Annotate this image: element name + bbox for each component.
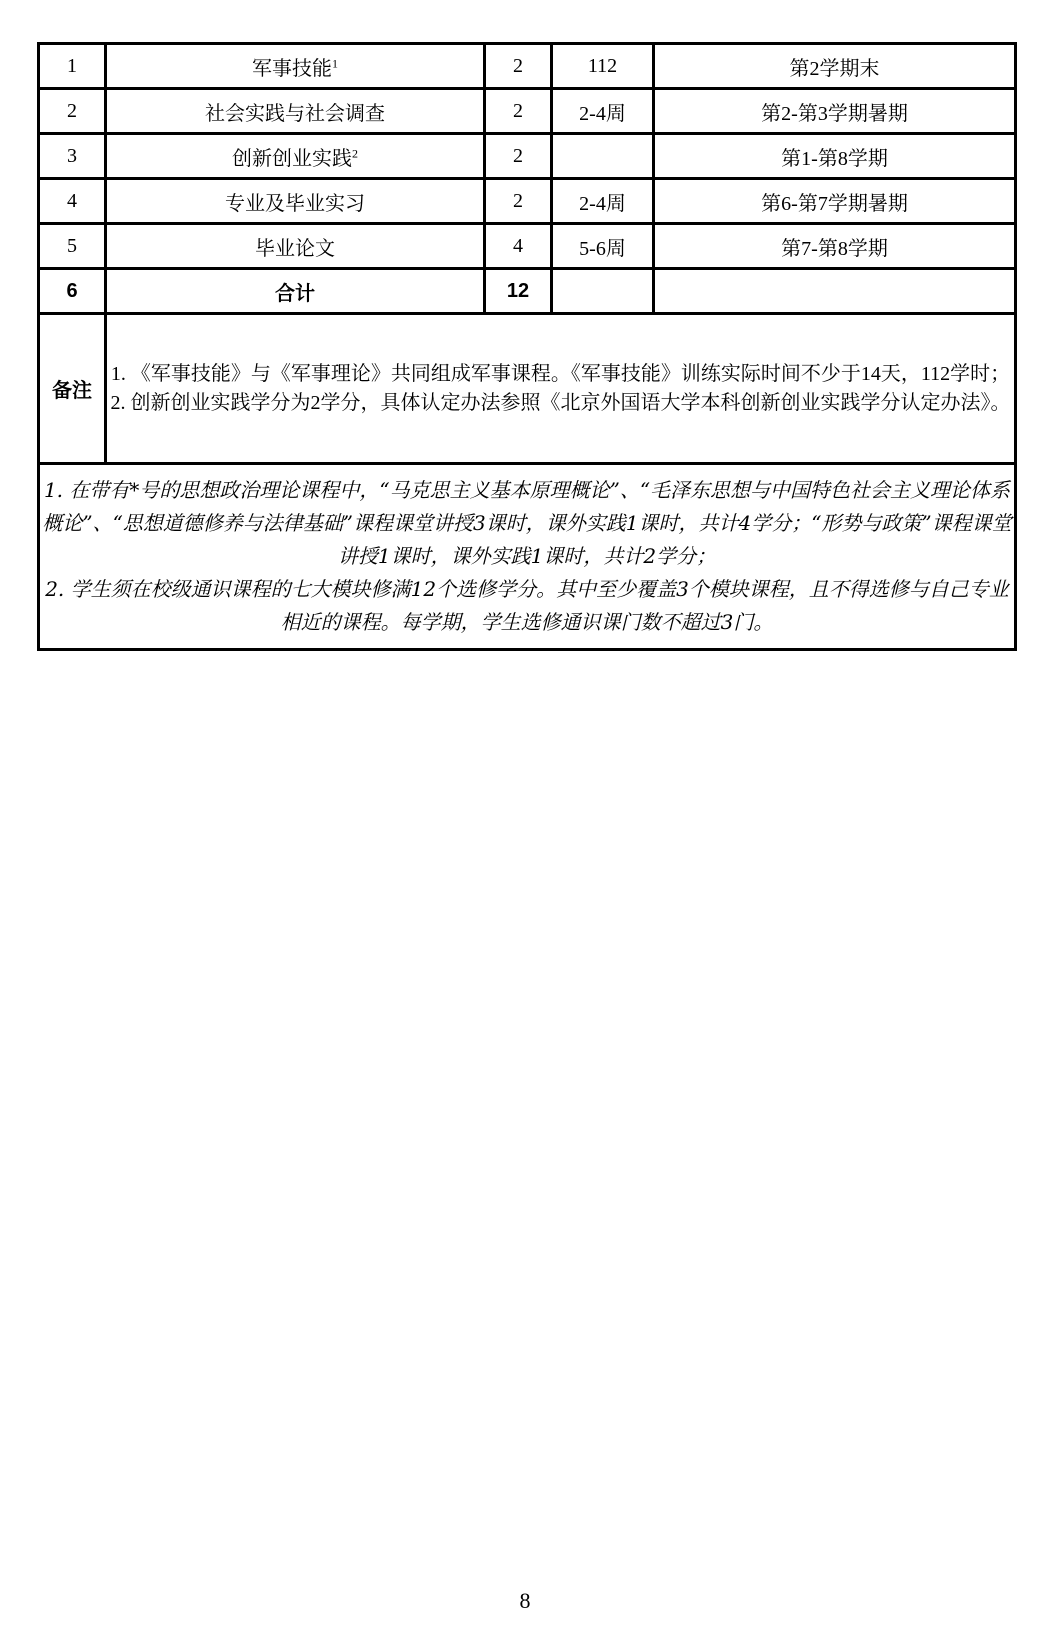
duration-cell	[552, 269, 654, 314]
credits-cell: 2	[485, 44, 552, 89]
table-row	[39, 134, 1016, 179]
duration-cell: 2-4周	[552, 179, 654, 224]
remarks-row	[39, 314, 1016, 464]
semester-cell: 第2学期末	[654, 44, 1016, 89]
footnote-line: 1. 在带有*号的思想政治理论课程中，“马克思主义基本原理概论”、“毛泽东思想与中国特色社会主义理论体系概论”、“思想道德修养与法律基础”课程课堂讲授3课时，课外实践1课时，共计4学分；“形势与政策”课程课堂讲授1课时，课外实践1课时，共计2学分；	[42, 478, 1012, 568]
course-name: 社会实践与社会调查	[205, 102, 385, 125]
course-name: 毕业论文	[255, 237, 335, 260]
footnotes-row	[39, 464, 1016, 650]
footnote-superscript: 1	[332, 55, 338, 70]
page-number: 8	[519, 1588, 531, 1613]
semester-cell	[654, 269, 1016, 314]
table-row	[39, 179, 1016, 224]
course-name-cell	[106, 44, 485, 89]
table-row	[39, 44, 1016, 89]
remarks-label-cell: 备注	[39, 314, 106, 464]
row-number-cell: 5	[39, 224, 106, 269]
table-row	[39, 89, 1016, 134]
course-name-cell	[106, 224, 485, 269]
row-number-cell: 2	[39, 89, 106, 134]
row-number-cell: 6	[39, 269, 106, 314]
credits-cell: 2	[485, 89, 552, 134]
remark-line: 1. 《军事技能》与《军事理论》共同组成军事课程。《军事技能》训练实际时间不少于14天，112学时；	[110, 362, 1011, 385]
duration-cell: 112	[552, 44, 654, 89]
credits-cell: 2	[485, 134, 552, 179]
row-number-cell: 1	[39, 44, 106, 89]
footnote-line: 2. 学生须在校级通识课程的七大模块修满12个选修学分。其中至少覆盖3个模块课程，且不得选修与自己专业相近的课程。每学期，学生选修通识课门数不超过3门。	[45, 577, 1009, 634]
course-name: 专业及毕业实习	[225, 192, 365, 215]
semester-cell: 第1-第8学期	[654, 134, 1016, 179]
table-row	[39, 224, 1016, 269]
course-name-cell	[106, 89, 485, 134]
course-name-cell	[106, 179, 485, 224]
remarks-text-cell	[106, 314, 1016, 464]
practicum-table	[37, 42, 1017, 651]
course-name: 军事技能	[252, 57, 332, 80]
credits-cell: 2	[485, 179, 552, 224]
total-label-cell: 合计	[106, 269, 485, 314]
semester-cell: 第7-第8学期	[654, 224, 1016, 269]
footnotes-cell	[39, 464, 1016, 650]
total-credits-cell: 12	[485, 269, 552, 314]
course-name: 创新创业实践	[232, 147, 352, 170]
row-number-cell: 4	[39, 179, 106, 224]
semester-cell: 第2-第3学期暑期	[654, 89, 1016, 134]
duration-cell: 2-4周	[552, 89, 654, 134]
footnote-superscript: 2	[352, 145, 358, 160]
duration-cell	[552, 134, 654, 179]
row-number-cell: 3	[39, 134, 106, 179]
total-row	[39, 269, 1016, 314]
course-name-cell	[106, 134, 485, 179]
semester-cell: 第6-第7学期暑期	[654, 179, 1016, 224]
credits-cell: 4	[485, 224, 552, 269]
remark-line: 2. 创新创业实践学分为2学分，具体认定办法参照《北京外国语大学本科创新创业实践学分认定办法》。	[110, 391, 1011, 414]
duration-cell: 5-6周	[552, 224, 654, 269]
